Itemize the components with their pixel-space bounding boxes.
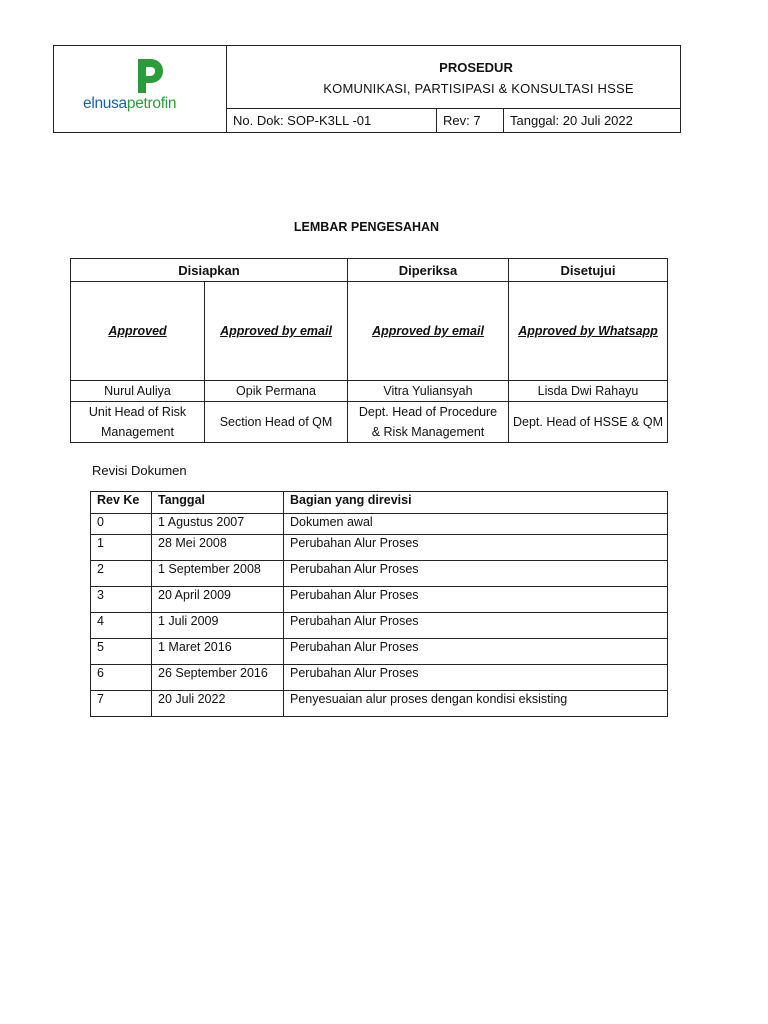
header-reviewed: Diperiksa: [348, 259, 509, 282]
document-date: Tanggal: 20 Juli 2022: [504, 109, 681, 133]
column-header: Rev Ke: [91, 492, 152, 514]
table-row: 4 1 Juli 2009 Perubahan Alur Proses: [91, 613, 668, 639]
approval-status: Approved by email: [348, 282, 509, 381]
table-row: 6 26 September 2016 Perubahan Alur Proses: [91, 665, 668, 691]
table-row: 7 20 Juli 2022 Penyesuaian alur proses dengan kondisi eksisting: [91, 691, 668, 717]
document-title: PROSEDUR: [439, 60, 513, 75]
title-cell: [227, 46, 681, 109]
column-header: Bagian yang direvisi: [284, 492, 668, 514]
signer-name: Vitra Yuliansyah: [348, 381, 509, 402]
revision-table: [90, 491, 668, 717]
document-subtitle: KOMUNIKASI, PARTISIPASI & KONSULTASI HSSE: [323, 81, 634, 96]
table-row: 2 1 September 2008 Perubahan Alur Proses: [91, 561, 668, 587]
logo-wordmark: elnusapetrofin: [83, 95, 177, 112]
elnusa-logo-icon: [134, 59, 164, 93]
signer-position: Dept. Head of Procedure & Risk Management: [348, 402, 509, 443]
header-approved: Disetujui: [509, 259, 668, 282]
signer-position: Unit Head of Risk Management: [71, 402, 205, 443]
approval-table: [70, 258, 668, 443]
table-row: 3 20 April 2009 Perubahan Alur Proses: [91, 587, 668, 613]
table-row: 5 1 Maret 2016 Perubahan Alur Proses: [91, 639, 668, 665]
section-title: LEMBAR PENGESAHAN: [293, 220, 440, 234]
approval-status: Approved: [71, 282, 205, 381]
signer-name: Nurul Auliya: [71, 381, 205, 402]
table-row: 1 28 Mei 2008 Perubahan Alur Proses: [91, 535, 668, 561]
signer-position: Section Head of QM: [205, 402, 348, 443]
signer-name: Opik Permana: [205, 381, 348, 402]
header-prepared: Disiapkan: [71, 259, 348, 282]
document-header: [53, 45, 681, 133]
doc-number: No. Dok: SOP-K3LL -01: [227, 109, 437, 133]
signer-position: Dept. Head of HSSE & QM: [509, 402, 668, 443]
approval-status: Approved by email: [205, 282, 348, 381]
revision-label: Revisi Dokumen: [92, 463, 187, 478]
column-header: Tanggal: [152, 492, 284, 514]
logo-cell: [54, 46, 227, 133]
approval-status: Approved by Whatsapp: [509, 282, 668, 381]
revision-number: Rev: 7: [437, 109, 504, 133]
signer-name: Lisda Dwi Rahayu: [509, 381, 668, 402]
table-row: 0 1 Agustus 2007 Dokumen awal: [91, 514, 668, 535]
